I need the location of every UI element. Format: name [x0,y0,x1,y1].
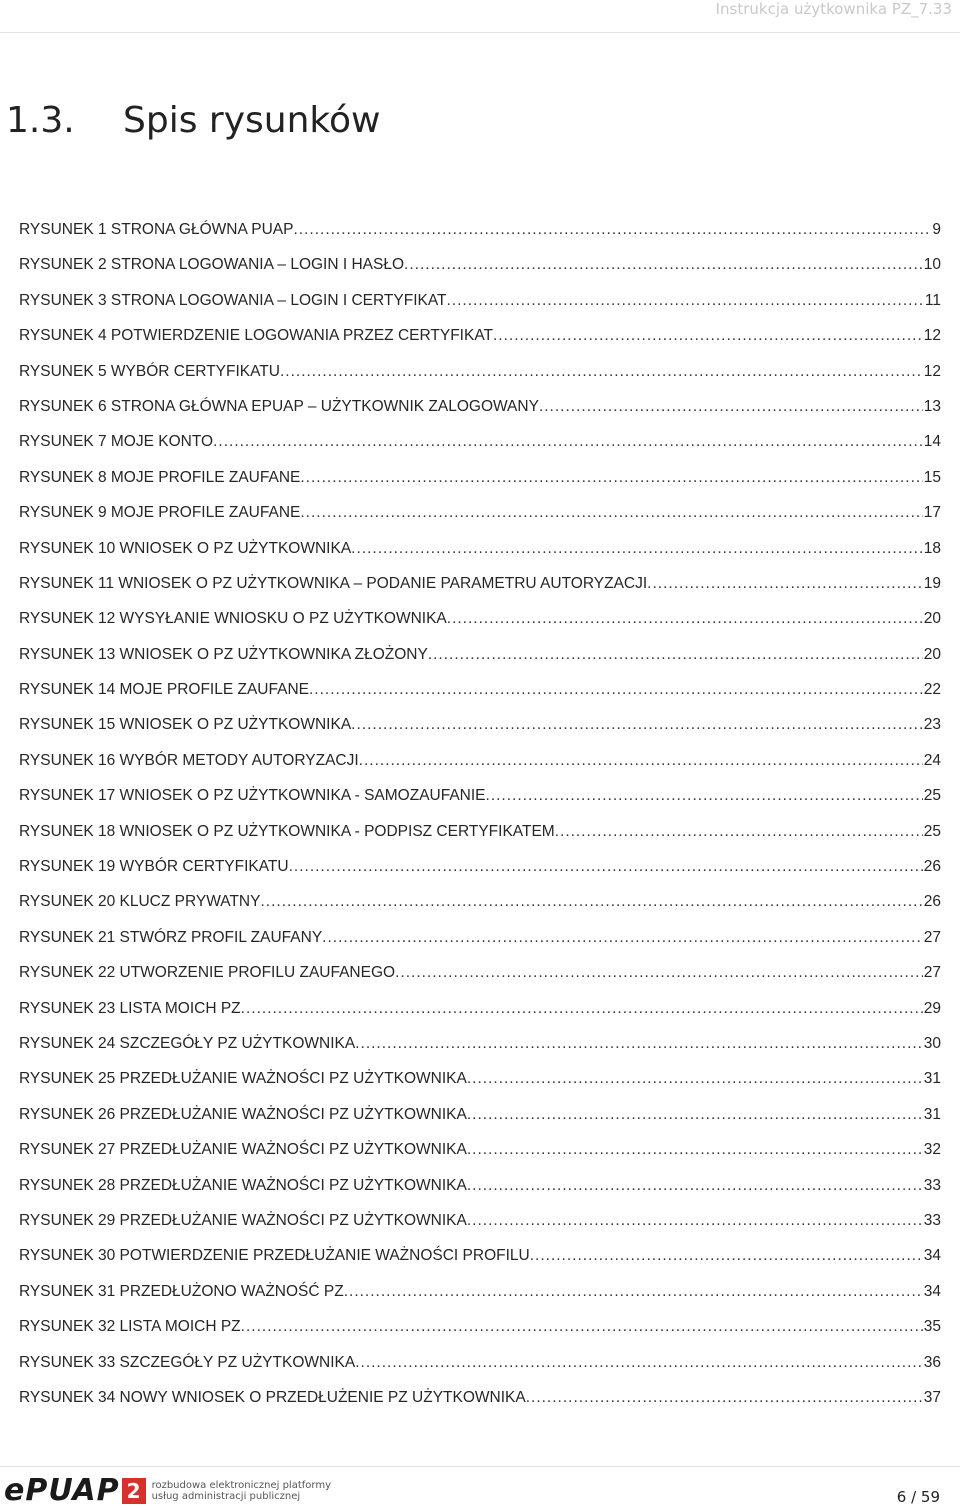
toc-entry[interactable] [19,1345,941,1380]
toc-entry-label: RYSUNEK 12 WYSYŁANIE WNIOSKU O PZ UŻYTKOWNIKA [19,610,447,628]
toc-entry[interactable] [19,1061,941,1096]
toc-entry-label: RYSUNEK 22 UTWORZENIE PROFILU ZAUFANEGO [19,964,396,982]
running-header: Instrukcja użytkownika PZ_7.33 [715,0,952,18]
toc-entry-label: RYSUNEK 17 WNIOSEK O PZ UŻYTKOWNIKA - SAMOZAUFANIE [19,787,486,805]
toc-entry[interactable] [19,814,941,849]
toc-dot-leader [213,424,923,459]
toc-entry-page: 25 [923,822,941,840]
toc-entry-label: RYSUNEK 1 STRONA GŁÓWNA PUAP [19,221,294,238]
toc-entry-page: 37 [923,1388,941,1406]
toc-entry-label: RYSUNEK 3 STRONA LOGOWANIA – LOGIN I CERTYFIKAT [19,291,447,309]
toc-entry-page: 36 [923,1353,941,1371]
epuap-logo [4,1475,331,1507]
toc-entry[interactable] [19,637,941,672]
toc-dot-leader [447,283,924,318]
toc-dot-leader [322,920,923,955]
toc-entry[interactable] [19,1309,941,1344]
toc-dot-leader [428,637,923,672]
toc-dot-leader [351,531,923,566]
toc-entry-page: 27 [923,964,941,982]
logo-wordmark: ePUAP [4,1473,120,1508]
logo-badge: 2 [122,1478,146,1504]
toc-dot-leader [351,707,923,742]
toc-entry-page: 23 [923,716,941,734]
toc-entry[interactable] [19,778,941,813]
toc-entry-page: 33 [923,1176,941,1194]
toc-dot-leader [647,566,923,601]
toc-entry-label: RYSUNEK 32 LISTA MOICH PZ [19,1318,241,1336]
toc-entry-label: RYSUNEK 27 PRZEDŁUŻANIE WAŻNOŚCI PZ UŻYTKOWNIKA [19,1141,467,1159]
toc-entry-label: RYSUNEK 33 SZCZEGÓŁY PZ UŻYTKOWNIKA [19,1353,356,1371]
toc-entry-label: RYSUNEK 31 PRZEDŁUŻONO WAŻNOŚĆ PZ [19,1282,344,1300]
toc-entry-label: RYSUNEK 2 STRONA LOGOWANIA – LOGIN I HASŁO [19,256,405,274]
toc-entry-label: RYSUNEK 24 SZCZEGÓŁY PZ UŻYTKOWNIKA [19,1034,356,1052]
toc-entry-page: 18 [923,539,941,557]
toc-entry[interactable] [19,849,941,884]
toc-entry-label: RYSUNEK 5 WYBÓR CERTYFIKATU [19,362,280,380]
toc-entry-label: RYSUNEK 30 POTWIERDZENIE PRZEDŁUŻANIE WAŻNOŚCI PROFILU [19,1247,530,1265]
toc-entry[interactable] [19,283,941,318]
toc-entry-label: RYSUNEK 6 STRONA GŁÓWNA EPUAP – UŻYTKOWNIK ZALOGOWANY [19,397,539,415]
toc-dot-leader [300,495,922,530]
toc-dot-leader [293,212,931,247]
toc-entry-label: RYSUNEK 23 LISTA MOICH PZ [19,999,241,1017]
toc-dot-leader [467,1168,923,1203]
toc-entry-page: 19 [923,574,941,592]
toc-entry-page: 17 [923,504,941,522]
toc-entry[interactable] [19,991,941,1026]
toc-entry[interactable] [19,1274,941,1309]
toc-entry-page: 30 [923,1034,941,1052]
toc-entry-page: 22 [923,681,941,699]
toc-entry-label: RYSUNEK 11 WNIOSEK O PZ UŻYTKOWNIKA – PODANIE PARAMETRU AUTORYZACJI [19,574,648,592]
toc-dot-leader [404,247,923,282]
toc-entry-label: RYSUNEK 9 MOJE PROFILE ZAUFANE [19,504,301,522]
toc-entry-label: RYSUNEK 18 WNIOSEK O PZ UŻYTKOWNIKA - PODPISZ CERTYFIKATEM [19,822,555,840]
toc-entry-label: RYSUNEK 8 MOJE PROFILE ZAUFANE [19,468,301,486]
toc-dot-leader [555,814,923,849]
toc-entry-label: RYSUNEK 29 PRZEDŁUŻANIE WAŻNOŚCI PZ UŻYTKOWNIKA [19,1211,467,1229]
toc-entry[interactable] [19,601,941,636]
toc-entry-page: 15 [923,468,941,486]
toc-entry[interactable] [19,743,941,778]
toc-entry-label: RYSUNEK 14 MOJE PROFILE ZAUFANE [19,681,309,699]
toc-entry[interactable] [19,1026,941,1061]
toc-dot-leader [355,1026,923,1061]
toc-entry-page: 20 [923,645,941,663]
toc-dot-leader [467,1132,923,1167]
toc-entry-label: RYSUNEK 28 PRZEDŁUŻANIE WAŻNOŚCI PZ UŻYTKOWNIKA [19,1176,467,1194]
toc-entry[interactable] [19,1238,941,1273]
toc-entry-label: RYSUNEK 34 NOWY WNIOSEK O PRZEDŁUŻENIE PZ UŻYTKOWNIKA [19,1388,526,1406]
toc-entry-label: RYSUNEK 20 KLUCZ PRYWATNY [19,893,261,911]
toc-dot-leader [539,389,923,424]
logo-caption-line2: usług administracji publicznej [151,1491,301,1502]
toc-entry[interactable] [19,247,941,282]
toc-entry-page: 27 [923,928,941,946]
toc-entry-page: 32 [923,1141,941,1159]
toc-entry[interactable] [19,566,941,601]
toc-entry-page: 10 [923,256,941,274]
toc-entry-page: 34 [923,1282,941,1300]
toc-dot-leader [467,1203,923,1238]
toc-entry[interactable] [19,1097,941,1132]
toc-entry-page: 26 [923,893,941,911]
page-number: 6 / 59 [896,1488,940,1506]
toc-entry-page: 31 [923,1070,941,1088]
toc-dot-leader [300,460,922,495]
toc-entry-page: 11 [924,291,941,309]
toc-entry-page: 12 [923,327,941,345]
footer-divider [0,1466,960,1467]
toc-entry[interactable] [19,460,941,495]
toc-dot-leader [355,1345,923,1380]
toc-entry-page: 9 [932,221,941,238]
toc-dot-leader [241,991,923,1026]
toc-entry[interactable] [19,920,941,955]
toc-entry[interactable] [19,884,941,919]
toc-entry-page: 25 [923,787,941,805]
toc-dot-leader [530,1238,923,1273]
toc-entry[interactable] [19,495,941,530]
toc-entry-label: RYSUNEK 25 PRZEDŁUŻANIE WAŻNOŚCI PZ UŻYTKOWNIKA [19,1070,467,1088]
toc-entry-label: RYSUNEK 21 STWÓRZ PROFIL ZAUFANY [19,928,323,946]
toc-entry[interactable] [19,1380,941,1415]
header-divider [0,32,960,33]
toc-entry-label: RYSUNEK 15 WNIOSEK O PZ UŻYTKOWNIKA [19,716,352,734]
toc-dot-leader [526,1380,923,1415]
toc-dot-leader [486,778,923,813]
toc-entry[interactable] [19,318,941,353]
toc-dot-leader [289,849,923,884]
toc-dot-leader [493,318,923,353]
toc-entry-page: 34 [923,1247,941,1265]
toc-entry-page: 26 [923,858,941,876]
toc-entry-page: 13 [923,397,941,415]
toc-entry-page: 20 [923,610,941,628]
toc-dot-leader [344,1274,923,1309]
toc-dot-leader [395,955,923,990]
toc-dot-leader [467,1061,923,1096]
toc-entry[interactable] [19,389,941,424]
toc-entry[interactable] [19,354,941,389]
toc-dot-leader [280,354,923,389]
toc-dot-leader [241,1309,923,1344]
toc-entry-label: RYSUNEK 4 POTWIERDZENIE LOGOWANIA PRZEZ CERTYFIKAT [19,327,493,345]
toc-entry[interactable] [19,212,941,247]
section-title-text: Spis rysunków [123,100,381,141]
section-number: 1.3. [6,100,75,141]
toc-entry-label: RYSUNEK 13 WNIOSEK O PZ UŻYTKOWNIKA ZŁOŻONY [19,645,428,663]
toc-entry[interactable] [19,1203,941,1238]
toc-entry[interactable] [19,672,941,707]
toc-dot-leader [260,884,922,919]
toc-entry-page: 29 [923,999,941,1017]
toc-entry[interactable] [19,531,941,566]
toc-entry-page: 24 [923,751,941,769]
toc-dot-leader [467,1097,923,1132]
toc-entry-page: 35 [923,1318,941,1336]
toc-entry-page: 31 [923,1105,941,1123]
toc-entry[interactable] [19,707,941,742]
toc-entry-label: RYSUNEK 10 WNIOSEK O PZ UŻYTKOWNIKA [19,539,352,557]
section-title [6,100,380,141]
logo-caption-line1: rozbudowa elektronicznej platformy [151,1480,331,1491]
toc-entry[interactable] [19,1168,941,1203]
toc-entry[interactable] [19,955,941,990]
toc-dot-leader [447,601,923,636]
toc-entry-label: RYSUNEK 26 PRZEDŁUŻANIE WAŻNOŚCI PZ UŻYTKOWNIKA [19,1105,467,1123]
toc-dot-leader [309,672,923,707]
toc-entry-label: RYSUNEK 16 WYBÓR METODY AUTORYZACJI [19,751,359,769]
toc-entry-label: RYSUNEK 7 MOJE KONTO [19,433,214,451]
toc-entry-page: 14 [923,433,941,451]
toc-entry-label: RYSUNEK 19 WYBÓR CERTYFIKATU [19,858,289,876]
logo-caption [152,1480,331,1502]
toc-dot-leader [359,743,923,778]
toc-entry-page: 12 [923,362,941,380]
toc-entry[interactable] [19,1132,941,1167]
figure-list [19,212,941,1415]
toc-entry[interactable] [19,424,941,459]
toc-entry-page: 33 [923,1211,941,1229]
